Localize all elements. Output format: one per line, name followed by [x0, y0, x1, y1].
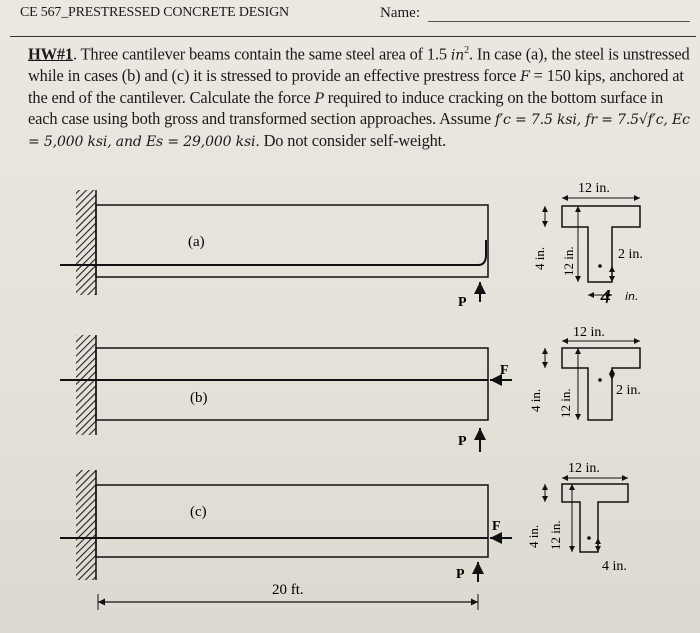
- beam-outline-a: [96, 205, 488, 277]
- problem-text-1: . Three cantilever beams contain the same steel area of 1.5: [72, 44, 451, 64]
- area-unit: in: [450, 47, 465, 64]
- tendon-a: [60, 240, 486, 265]
- section-a-flange-thick: 4 in.: [532, 246, 547, 270]
- steel-dot-b: [598, 378, 602, 382]
- force-value: = 150: [529, 66, 571, 86]
- case-label-c: (c): [190, 504, 207, 520]
- problem-text-2: . In case (a), the steel is unstressed while in cases (b) and (c) it is stressed to provide an effective prestress force: [28, 44, 690, 86]
- beam-a: [60, 190, 488, 302]
- course-title: CE 567_PRESTRESSED CONCRETE DESIGN: [20, 5, 289, 20]
- section-c-flange-width: 12 in.: [568, 461, 600, 476]
- beam-outline-c: [96, 485, 488, 557]
- problem-text-3: kips, anchored at the end of the cantilever. Calculate the force: [28, 66, 684, 107]
- section-a-flange-width: 12 in.: [578, 181, 610, 196]
- section-c-depth: 12 in.: [548, 520, 563, 550]
- steel-dot-a: [598, 264, 602, 268]
- steel-dot-c: [587, 536, 591, 540]
- case-label-b: (b): [190, 390, 208, 406]
- section-c-flange-thick: 4 in.: [526, 524, 541, 548]
- section-a-web-unit: in.: [625, 290, 639, 303]
- section-a-depth: 12 in.: [561, 246, 576, 276]
- name-label: Name:: [380, 5, 420, 21]
- section-b-flange-thick: 4 in.: [528, 388, 543, 412]
- section-c-steel-offset: 4 in.: [602, 559, 627, 574]
- force-label-f-b: F: [500, 363, 509, 378]
- p-symbol: P: [314, 90, 324, 107]
- problem-text-4: required to induce cracking on the bottom surface in each case using both gross and transformed section approaches. Assume: [28, 87, 664, 129]
- section-b-flange-width: 12 in.: [573, 325, 605, 340]
- load-label-p-b: P: [458, 434, 467, 449]
- area-exponent: 2: [464, 45, 469, 56]
- fixed-support-b: [76, 335, 96, 435]
- span-label: 20 ft.: [272, 582, 304, 598]
- case-label-a: (a): [188, 234, 205, 250]
- problem-text-5: Do not consider self-weight.: [259, 130, 447, 150]
- section-b-depth: 12 in.: [558, 388, 573, 418]
- force-symbol: F: [520, 69, 530, 86]
- beam-c: [60, 470, 512, 582]
- section-b-steel-offset: 2 in.: [616, 383, 641, 398]
- fixed-support-c: [76, 470, 96, 580]
- problem-title: HW#1: [28, 44, 73, 64]
- section-a-steel-offset: 2 in.: [618, 247, 643, 262]
- material-parameters: f′c = 7.5 ksi, fr = 7.5√f′c, Ec = 5,000 ksi, and Es = 29,000 ksi.: [28, 112, 690, 150]
- load-label-p-c: P: [456, 567, 465, 582]
- load-label-p-a: P: [458, 295, 467, 310]
- beam-outline-b: [96, 348, 488, 420]
- section-a-web-width: 4: [600, 287, 612, 308]
- fixed-support-a: [76, 190, 96, 295]
- force-label-f-c: F: [492, 519, 501, 534]
- beam-b: [60, 335, 512, 452]
